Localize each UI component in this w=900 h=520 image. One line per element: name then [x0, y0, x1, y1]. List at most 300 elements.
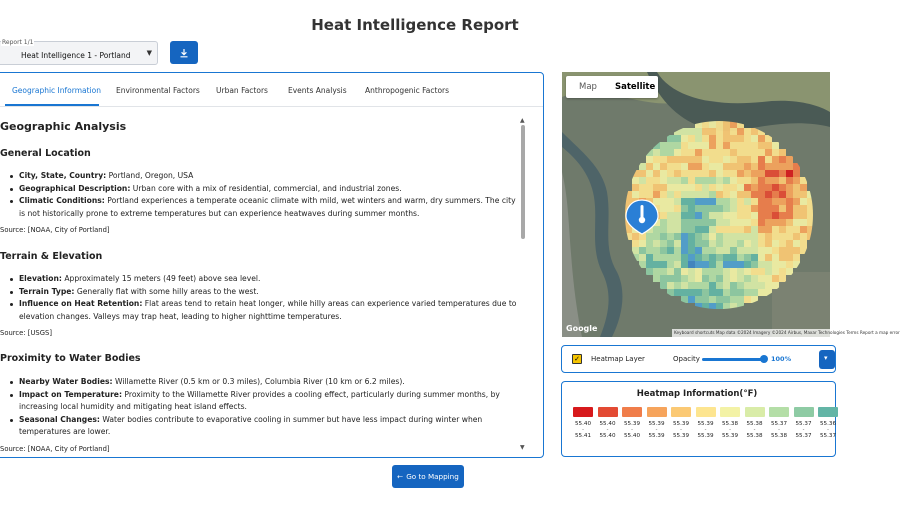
heatmap-cell: [730, 261, 737, 268]
heatmap-cell: [695, 128, 702, 135]
heatmap-layer-checkbox[interactable]: ✓: [572, 354, 582, 364]
layer-action-button[interactable]: ▾: [819, 350, 835, 369]
heatmap-cell: [709, 296, 716, 303]
heatmap-cell: [681, 268, 688, 275]
heatmap-cell: [667, 177, 674, 184]
heatmap-cell: [632, 247, 639, 254]
heatmap-cell: [723, 142, 730, 149]
heatmap-cell: [660, 177, 667, 184]
heatmap-cell: [709, 254, 716, 261]
heatmap-cell: [751, 226, 758, 233]
heatmap-bin-dash: -: [802, 427, 805, 433]
heatmap-cell: [674, 205, 681, 212]
heatmap-cell: [744, 233, 751, 240]
heatmap-cell: [667, 135, 674, 142]
heatmap-cell: [674, 163, 681, 170]
heatmap-cell: [681, 177, 688, 184]
heatmap-cell: [772, 163, 779, 170]
heatmap-cell: [786, 198, 793, 205]
heatmap-cell: [681, 135, 688, 142]
heatmap-cell: [730, 184, 737, 191]
heatmap-cell: [779, 254, 786, 261]
heatmap-cell: [660, 282, 667, 289]
heatmap-cell: [723, 135, 730, 142]
heatmap-cell: [730, 205, 737, 212]
heatmap-cell: [800, 198, 807, 205]
heatmap-cell: [667, 184, 674, 191]
heatmap-cell: [702, 219, 709, 226]
heatmap-cell: [702, 261, 709, 268]
heatmap-cell: [779, 233, 786, 240]
map-tab[interactable]: Map: [579, 82, 597, 92]
satellite-tab[interactable]: Satellite: [615, 82, 656, 92]
heatmap-bin: [768, 407, 790, 439]
heatmap-cell: [709, 233, 716, 240]
scrollbar-thumb[interactable]: [521, 125, 525, 239]
go-to-mapping-button[interactable]: [392, 465, 464, 488]
heatmap-cell: [695, 135, 702, 142]
heatmap-cell: [772, 261, 779, 268]
list-item: Influence on Heat Retention: Flat areas tend to retain heat longer, while hilly areas can experience varied temperatures due to elevation changes. Valleys may trap heat, leading to higher nighttime temperatures.: [19, 298, 519, 323]
layer-controls: [561, 345, 836, 373]
heatmap-cell: [702, 149, 709, 156]
content-scrollbar[interactable]: [519, 117, 529, 451]
heatmap-cell: [681, 226, 688, 233]
heatmap-cell: [751, 156, 758, 163]
heatmap-cell: [653, 198, 660, 205]
heatmap-cell: [646, 261, 653, 268]
heatmap-cell: [772, 198, 779, 205]
heatmap-cell: [772, 205, 779, 212]
heatmap-cell: [723, 121, 730, 128]
heatmap-cell: [674, 135, 681, 142]
report-panel: [0, 72, 544, 458]
heatmap-cell: [709, 149, 716, 156]
heatmap-cell: [723, 240, 730, 247]
heatmap-cell: [674, 149, 681, 156]
heatmap-cell: [695, 156, 702, 163]
heatmap-cell: [688, 205, 695, 212]
heatmap-cell: [695, 240, 702, 247]
heatmap-bin-dash: -: [582, 427, 584, 433]
heatmap-cell: [716, 226, 723, 233]
heatmap-cell: [688, 275, 695, 282]
heatmap-cell: [779, 261, 786, 268]
heatmap-cell: [758, 191, 765, 198]
heatmap-cell: [667, 212, 674, 219]
heatmap-cell: [653, 156, 660, 163]
heatmap-cell: [730, 163, 737, 170]
heatmap-cell: [716, 135, 723, 142]
report-select-label: Report 1/1: [2, 39, 34, 46]
heatmap-cell: [688, 212, 695, 219]
heatmap-cell: [723, 226, 730, 233]
heatmap-cell: [639, 170, 646, 177]
heatmap-cell: [765, 198, 772, 205]
heatmap-cell: [737, 296, 744, 303]
heatmap-cell: [681, 156, 688, 163]
heatmap-cell: [674, 142, 681, 149]
heatmap-bin: [646, 407, 668, 439]
tab-urban-factors[interactable]: Urban Factors: [216, 86, 268, 95]
heatmap-cell: [688, 247, 695, 254]
heatmap-cell: [744, 289, 751, 296]
heatmap-cell: [751, 198, 758, 205]
heatmap-cell: [688, 240, 695, 247]
heatmap-cell: [695, 296, 702, 303]
heatmap-cell: [800, 233, 807, 240]
heatmap-cell: [786, 233, 793, 240]
heatmap-cell: [758, 219, 765, 226]
heatmap-cell: [737, 240, 744, 247]
heatmap-cell: [681, 240, 688, 247]
heatmap-cell: [681, 198, 688, 205]
heatmap-cell: [716, 303, 723, 310]
heatmap-cell: [723, 282, 730, 289]
heatmap-cell: [660, 247, 667, 254]
heatmap-cell: [772, 247, 779, 254]
heatmap-cell: [730, 142, 737, 149]
heatmap-cell: [702, 296, 709, 303]
heatmap-cell: [695, 205, 702, 212]
heatmap-cell: [723, 170, 730, 177]
heatmap-cell: [723, 205, 730, 212]
heatmap-cell: [800, 184, 807, 191]
heatmap-cell: [695, 142, 702, 149]
download-button[interactable]: [170, 41, 198, 64]
heatmap-cell: [758, 135, 765, 142]
heatmap-cell: [688, 226, 695, 233]
heatmap-cell: [765, 163, 772, 170]
heatmap-cell: [744, 261, 751, 268]
heatmap-cell: [716, 219, 723, 226]
heatmap-bin-high: 55.37: [795, 421, 812, 427]
scroll-up-icon[interactable]: ▲: [520, 117, 525, 124]
heatmap-cell: [744, 219, 751, 226]
heatmap-bin-low: 55.40: [599, 433, 616, 439]
heatmap-cell: [744, 128, 751, 135]
heatmap-cell: [779, 184, 786, 191]
heatmap-cell: [751, 163, 758, 170]
heatmap-cell: [660, 184, 667, 191]
heatmap-cell: [744, 226, 751, 233]
heatmap-bin-dash: -: [778, 427, 780, 433]
heatmap-layer-label: Heatmap Layer: [591, 355, 645, 363]
heatmap-cell: [681, 184, 688, 191]
heatmap-cell: [786, 219, 793, 226]
heatmap-cell: [674, 156, 681, 163]
heatmap-cell: [709, 184, 716, 191]
heatmap-cell: [695, 163, 702, 170]
heatmap-cell: [716, 282, 723, 289]
heatmap-cell: [723, 275, 730, 282]
heatmap-cell: [695, 289, 702, 296]
heatmap-cell: [667, 233, 674, 240]
heatmap-cell: [779, 177, 786, 184]
heatmap-cell: [653, 191, 660, 198]
report-content: [0, 113, 521, 453]
heatmap-cell: [744, 135, 751, 142]
heatmap-cell: [744, 254, 751, 261]
heatmap-cell: [737, 135, 744, 142]
heatmap-cell: [730, 128, 737, 135]
heatmap-cell: [786, 268, 793, 275]
heatmap-cell: [737, 289, 744, 296]
scroll-down-icon[interactable]: ▼: [520, 444, 525, 451]
heatmap-cell: [646, 163, 653, 170]
heatmap-cell: [758, 240, 765, 247]
heatmap-cell: [772, 226, 779, 233]
heatmap-cell: [681, 233, 688, 240]
heatmap-cell: [800, 226, 807, 233]
heatmap-cell: [723, 163, 730, 170]
heatmap-cell: [793, 247, 800, 254]
heatmap-cell: [695, 254, 702, 261]
heatmap-cell: [716, 205, 723, 212]
heatmap-cell: [758, 163, 765, 170]
heatmap-cell: [730, 226, 737, 233]
map-attribution[interactable]: Keyboard shortcuts Map data ©2024 Imagery ©2024 Airbus, Maxar Technologies Terms Report a map error: [674, 330, 900, 335]
heatmap-cell: [695, 149, 702, 156]
map-type-toggle[interactable]: [566, 76, 658, 98]
tab-geographic-information[interactable]: Geographic Information: [12, 86, 101, 95]
heatmap-bin-dash: -: [606, 427, 609, 433]
heatmap-cell: [723, 296, 730, 303]
heatmap-cell: [751, 149, 758, 156]
heatmap-bin: [793, 407, 815, 439]
heatmap-bin: [744, 407, 766, 439]
heatmap-cell: [765, 184, 772, 191]
heatmap-cell: [695, 212, 702, 219]
heatmap-bin-high: 55.36: [819, 421, 836, 427]
heatmap-cell: [702, 247, 709, 254]
heatmap-cell: [751, 184, 758, 191]
heatmap-cell: [688, 268, 695, 275]
heatmap-cell: [779, 268, 786, 275]
heatmap-cell: [716, 247, 723, 254]
heatmap-swatch: [671, 407, 691, 417]
heatmap-cell: [772, 142, 779, 149]
heatmap-cell: [674, 247, 681, 254]
heatmap-cell: [709, 247, 716, 254]
heatmap-cell: [681, 247, 688, 254]
heatmap-cell: [765, 254, 772, 261]
heatmap-cell: [758, 149, 765, 156]
heatmap-cell: [793, 177, 800, 184]
heatmap-bin-low: 55.41: [574, 433, 591, 439]
heatmap-swatch: [818, 407, 838, 417]
heatmap-cell: [730, 296, 737, 303]
heatmap-cell: [667, 240, 674, 247]
heatmap-cell: [730, 247, 737, 254]
heatmap-cell: [660, 142, 667, 149]
heatmap-cell: [744, 156, 751, 163]
heatmap-cell: [695, 233, 702, 240]
section-heading: General Location: [0, 148, 91, 159]
heatmap-cell: [667, 254, 674, 261]
heatmap-cell: [688, 198, 695, 205]
heatmap-cell: [646, 177, 653, 184]
heatmap-cell: [646, 268, 653, 275]
heatmap-cell: [702, 268, 709, 275]
heatmap-cell: [702, 135, 709, 142]
heatmap-cell: [786, 240, 793, 247]
heatmap-cell: [639, 184, 646, 191]
heatmap-cell: [681, 142, 688, 149]
heatmap-cell: [751, 170, 758, 177]
heatmap-cell: [716, 240, 723, 247]
heatmap-legend: [561, 381, 836, 457]
heatmap-cell: [751, 135, 758, 142]
heatmap-cell: [730, 191, 737, 198]
heatmap-bin-dash: -: [753, 427, 756, 433]
heatmap-swatch: [573, 407, 593, 417]
heatmap-bin: [670, 407, 692, 439]
heatmap-cell: [716, 121, 723, 128]
heatmap-cell: [730, 212, 737, 219]
heatmap-cell: [674, 233, 681, 240]
heatmap-cell: [786, 247, 793, 254]
opacity-slider[interactable]: [702, 358, 764, 361]
heatmap-cell: [709, 177, 716, 184]
heatmap-cell: [709, 212, 716, 219]
heatmap-cell: [653, 170, 660, 177]
heatmap-cell: [793, 233, 800, 240]
heatmap-cell: [730, 135, 737, 142]
heatmap-cell: [765, 219, 772, 226]
tab-anthropogenic-factors[interactable]: Anthropogenic Factors: [365, 86, 450, 95]
heatmap-cell: [786, 205, 793, 212]
heatmap-cell: [737, 156, 744, 163]
heatmap-cell: [723, 184, 730, 191]
heatmap-cell: [737, 212, 744, 219]
heatmap-cell: [646, 254, 653, 261]
heatmap-cell: [660, 156, 667, 163]
heatmap-cell: [674, 212, 681, 219]
heatmap-cell: [653, 226, 660, 233]
opacity-slider-handle[interactable]: [760, 355, 768, 363]
heatmap-cell: [688, 149, 695, 156]
heatmap-cell: [709, 205, 716, 212]
heatmap-cell: [709, 289, 716, 296]
content-title: Geographic Analysis: [0, 120, 127, 133]
heatmap-cell: [702, 191, 709, 198]
tab-environmental-factors[interactable]: Environmental Factors: [116, 86, 200, 95]
heatmap-cell: [765, 282, 772, 289]
tab-events-analysis[interactable]: Events Analysis: [288, 86, 347, 95]
heatmap-cell: [709, 142, 716, 149]
heatmap-cell: [716, 198, 723, 205]
heatmap-cell: [744, 282, 751, 289]
heatmap-cell: [660, 163, 667, 170]
heatmap-cell: [639, 177, 646, 184]
heatmap-cell: [653, 275, 660, 282]
heatmap-cell: [765, 177, 772, 184]
heatmap-cell: [667, 226, 674, 233]
heatmap-cell: [723, 191, 730, 198]
heatmap-legend-title: Heatmap Information(°F): [636, 389, 758, 399]
heatmap-cell: [709, 170, 716, 177]
heatmap-cell: [758, 261, 765, 268]
heatmap-cell: [786, 184, 793, 191]
heatmap-cell: [716, 212, 723, 219]
heatmap-cell: [793, 240, 800, 247]
heatmap-cell: [751, 261, 758, 268]
heatmap-cell: [744, 163, 751, 170]
source-text: Source: [USGS]: [0, 329, 52, 337]
satellite-map[interactable]: [562, 72, 900, 337]
heatmap-swatch: [647, 407, 667, 417]
heatmap-cell: [730, 254, 737, 261]
heatmap-cell: [737, 205, 744, 212]
heatmap-cell: [653, 268, 660, 275]
heatmap-cell: [688, 142, 695, 149]
heatmap-cell: [667, 268, 674, 275]
heatmap-cell: [632, 184, 639, 191]
heatmap-cell: [639, 191, 646, 198]
heatmap-cell: [667, 275, 674, 282]
heatmap-cell: [688, 170, 695, 177]
heatmap-bin-dash: -: [704, 427, 707, 433]
heatmap-cell: [737, 226, 744, 233]
heatmap-cell: [793, 184, 800, 191]
heatmap-cell: [716, 142, 723, 149]
heatmap-cell: [772, 149, 779, 156]
heatmap-cell: [702, 254, 709, 261]
heatmap-cell: [751, 219, 758, 226]
heatmap-cell: [695, 170, 702, 177]
heatmap-cell: [723, 198, 730, 205]
heatmap-cell: [793, 191, 800, 198]
heatmap-cell: [737, 254, 744, 261]
heatmap-cell: [737, 184, 744, 191]
heatmap-cell: [765, 205, 772, 212]
heatmap-cell: [765, 247, 772, 254]
heatmap-cell: [709, 121, 716, 128]
heatmap-cell: [653, 149, 660, 156]
download-icon: [179, 48, 189, 58]
heatmap-cell: [758, 170, 765, 177]
heatmap-cell: [716, 233, 723, 240]
heatmap-cell: [779, 156, 786, 163]
heatmap-cell: [730, 156, 737, 163]
heatmap-cell: [744, 240, 751, 247]
heatmap-cell: [758, 205, 765, 212]
heatmap-cell: [730, 233, 737, 240]
heatmap-swatch: [745, 407, 765, 417]
map-view[interactable]: [562, 72, 900, 337]
heatmap-cell: [695, 268, 702, 275]
opacity-label: Opacity: [673, 355, 700, 363]
heatmap-cell: [709, 198, 716, 205]
heatmap-cell: [723, 219, 730, 226]
heatmap-cell: [695, 219, 702, 226]
heatmap-bin-low: 55.37: [795, 433, 812, 439]
heatmap-cell: [758, 212, 765, 219]
report-select[interactable]: [0, 41, 158, 65]
heatmap-bin: [695, 407, 717, 439]
arrow-left-icon: ←: [397, 472, 404, 481]
heatmap-cell: [674, 219, 681, 226]
heatmap-cell: [765, 142, 772, 149]
heatmap-cell: [702, 226, 709, 233]
heatmap-cell: [737, 198, 744, 205]
heatmap-cell: [709, 128, 716, 135]
heatmap-cell: [681, 163, 688, 170]
heatmap-cell: [765, 170, 772, 177]
heatmap-cell: [688, 135, 695, 142]
heatmap-cell: [646, 233, 653, 240]
